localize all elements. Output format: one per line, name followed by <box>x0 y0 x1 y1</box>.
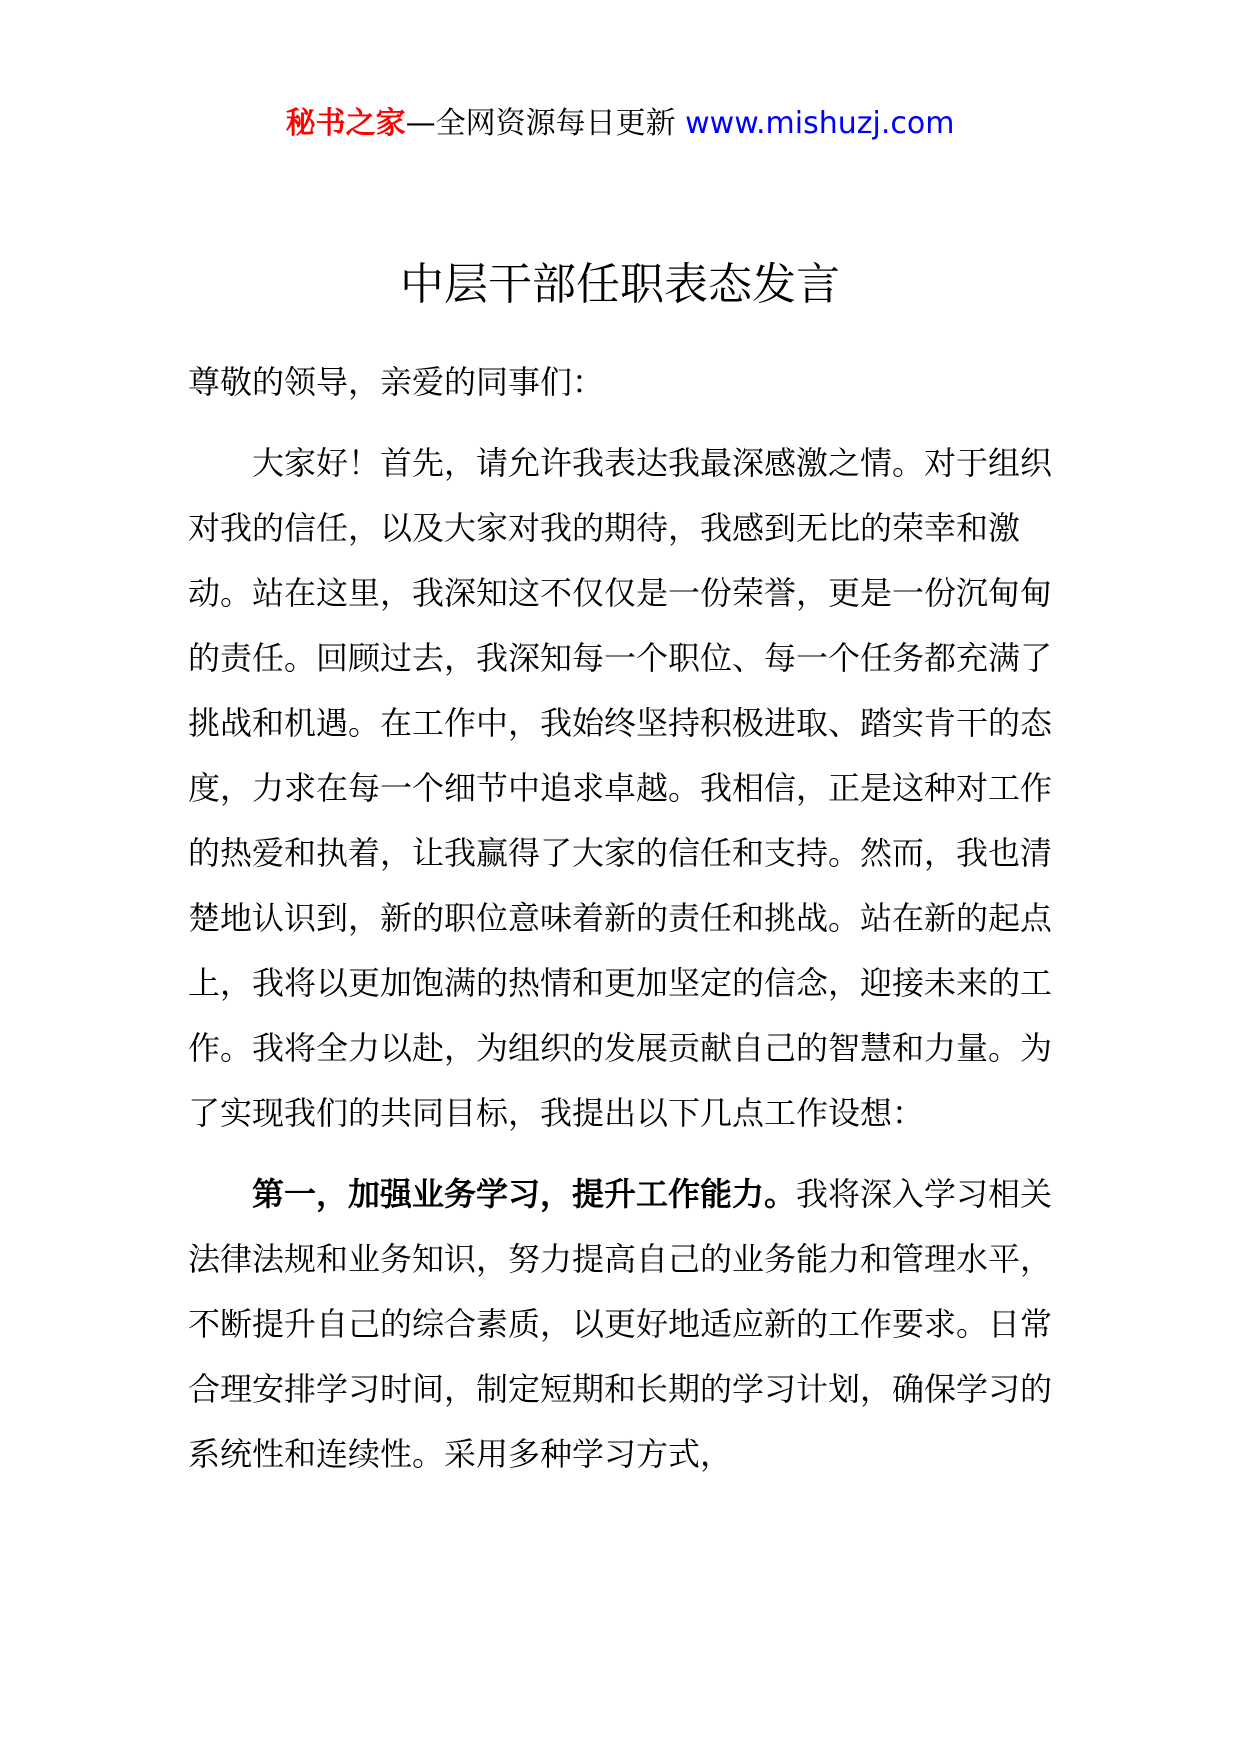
document-title: 中层干部任职表态发言 <box>400 259 840 310</box>
site-header-banner <box>0 100 1240 148</box>
paragraph-point-one <box>188 1162 1056 1487</box>
header-dash: — <box>405 106 436 141</box>
document-body <box>188 350 1056 1487</box>
paragraph-point-one-text: 我将深入学习相关法律法规和业务知识，努力提高自己的业务能力和管理水平，不断提升自己的综合素质，以更好地适应新的工作要求。日常合理安排学习时间，制定短期和长期的学习计划，确保学习的系统性和连续性。采用多种学习方式， <box>188 1175 1053 1473</box>
site-url-link[interactable]: www.mishuzj.com <box>685 106 955 141</box>
site-brand-name: 秘书之家 <box>285 106 406 141</box>
site-slogan: 全网资源每日更新 <box>435 106 676 141</box>
paragraph-lead-heading: 第一，加强业务学习，提升工作能力。 <box>252 1175 797 1213</box>
salutation: 尊敬的领导，亲爱的同事们： <box>188 363 605 401</box>
paragraph-opening: 大家好！首先，请允许我表达我最深感激之情。对于组织对我的信任，以及大家对我的期待，我感到无比的荣幸和激动。站在这里，我深知这不仅仅是一份荣誉，更是一份沉甸甸的责任。回顾过去，我深知每一个职位、每一个任务都充满了挑战和机遇。在工作中，我始终坚持积极进取、踏实肯干的态度，力求在每一个细节中追求卓越。我相信，正是这种对工作的热爱和执着，让我赢得了大家的信任和支持。然而，我也清楚地认识到，新的职位意味着新的责任和挑战。站在新的起点上，我将以更加饱满的热情和更加坚定的信念，迎接未来的工作。我将全力以赴，为组织的发展贡献自己的智慧和力量。为了实现我们的共同目标，我提出以下几点工作设想： <box>188 444 1053 1132</box>
